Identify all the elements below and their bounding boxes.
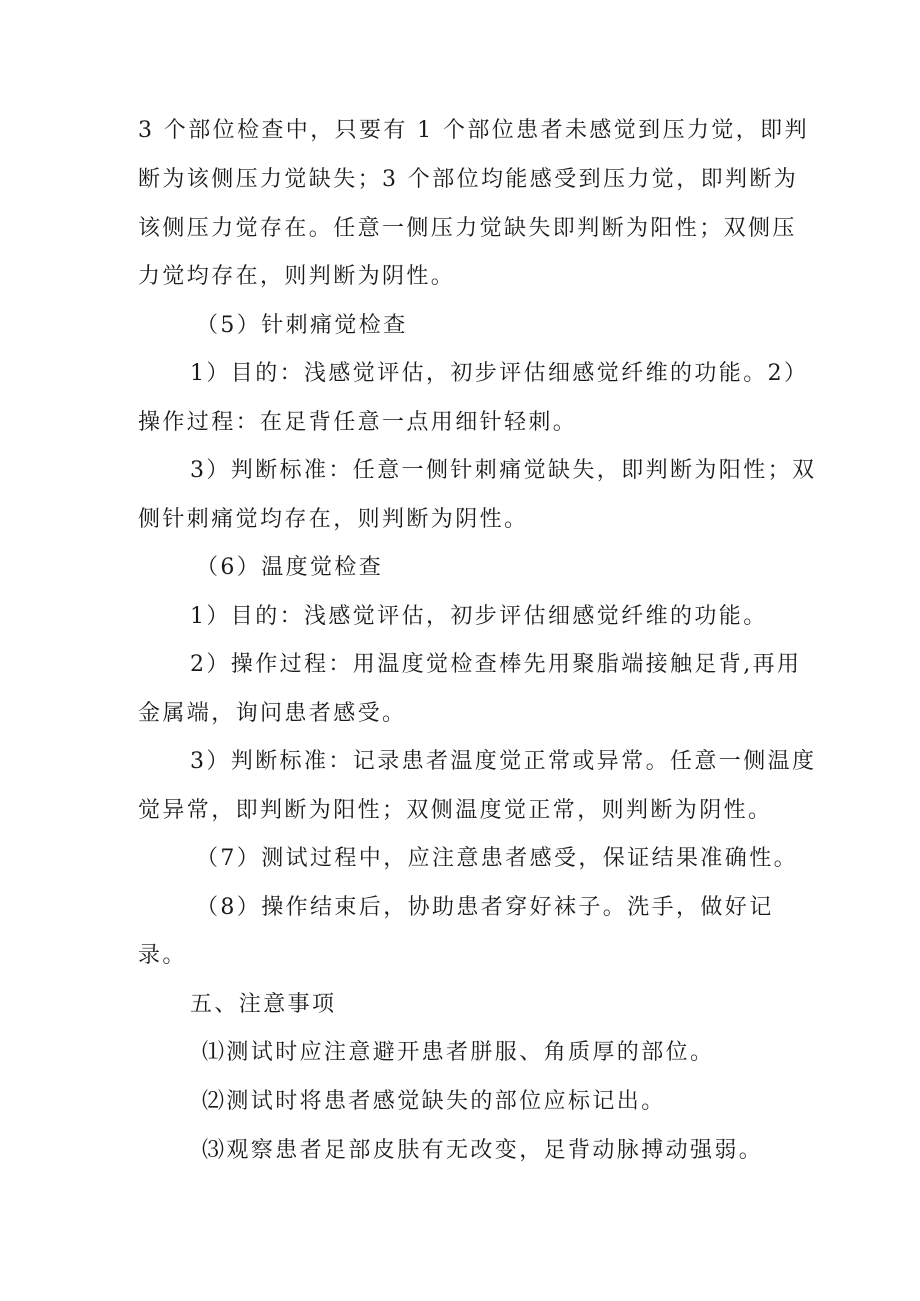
paragraph-line-3: 该侧压力觉存在。任意一侧压力觉缺失即判断为阳性；双侧压	[138, 216, 797, 241]
note-item-2: ⑵测试时将患者感觉缺失的部位应标记出。	[202, 1089, 666, 1114]
section-heading-6: （6）温度觉检查	[196, 555, 384, 580]
section-heading-5: （5）针刺痛觉检查	[196, 313, 408, 338]
note-item-3: ⑶观察患者足部皮肤有无改变，足背动脉搏动强弱。	[202, 1138, 764, 1163]
paragraph-line-7: 操作过程：在足背任意一点用细针轻刺。	[138, 410, 578, 435]
paragraph-line-2: 断为该侧压力觉缺失；3 个部位均能感受到压力觉，即判断为	[138, 167, 799, 192]
paragraph-line-4: 力觉均存在，则判断为阴性。	[138, 264, 456, 289]
paragraph-line-16: （7）测试过程中，应注意患者感受，保证结果准确性。	[196, 846, 798, 871]
paragraph-line-9: 侧针刺痛觉均存在，则判断为阴性。	[138, 507, 529, 532]
section-heading-notes: 五、注意事项	[190, 992, 337, 1017]
paragraph-line-6: 1）目的：浅感觉评估，初步评估细感觉纤维的功能。2）	[190, 361, 809, 386]
paragraph-line-13: 金属端，询问患者感受。	[138, 701, 407, 726]
paragraph-line-17: （8）操作结束后，协助患者穿好袜子。洗手，做好记	[196, 895, 774, 920]
paragraph-line-1: 3 个部位检查中，只要有 1 个部位患者未感觉到压力觉，即判	[138, 118, 809, 143]
paragraph-line-15: 觉异常，即判断为阳性；双侧温度觉正常，则判断为阴性。	[138, 798, 773, 823]
note-item-1: ⑴测试时应注意避开患者胼服、角质厚的部位。	[202, 1040, 715, 1065]
paragraph-line-8: 3）判断标准：任意一侧针刺痛觉缺失，即判断为阳性；双	[190, 458, 817, 483]
paragraph-line-11: 1）目的：浅感觉评估，初步评估细感觉纤维的功能。	[190, 604, 768, 629]
paragraph-line-18: 录。	[138, 943, 187, 968]
paragraph-line-14: 3）判断标准：记录患者温度觉正常或异常。任意一侧温度	[190, 749, 817, 774]
paragraph-line-12: 2）操作过程：用温度觉检查棒先用聚脂端接触足背,再用	[190, 652, 802, 677]
